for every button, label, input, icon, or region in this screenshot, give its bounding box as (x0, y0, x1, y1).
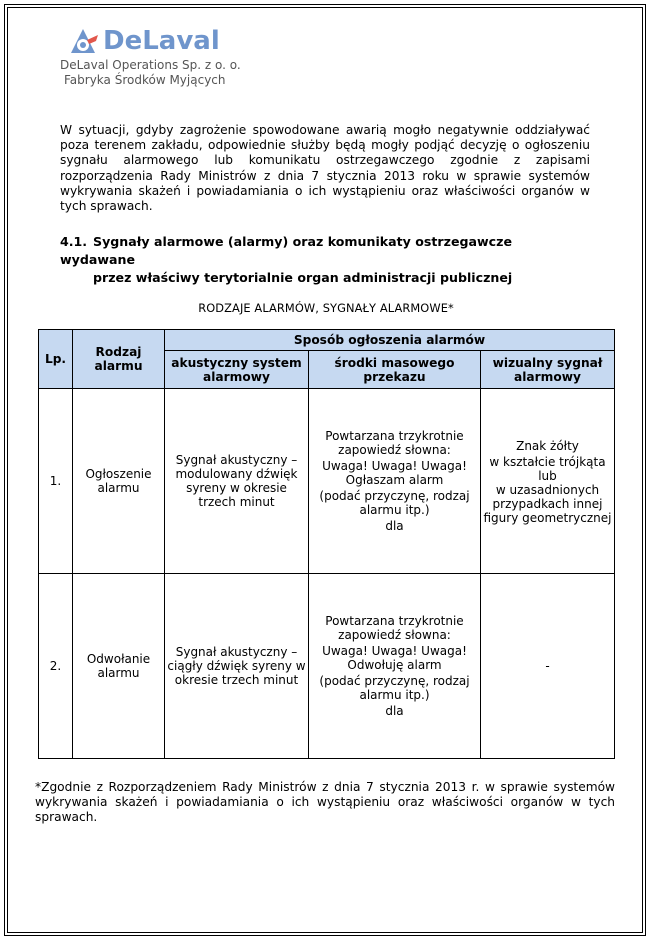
section-title-line2: przez właściwy terytorialnie organ administracji publicznej (93, 270, 513, 285)
cell-visual: - (481, 574, 615, 759)
section-number: 4.1. (60, 234, 88, 249)
company-division: Fabryka Środków Myjących (64, 73, 226, 87)
media-note: (podać przyczynę, rodzaj alarmu itp.) (319, 674, 470, 702)
media-note: (podać przyczynę, rodzaj alarmu itp.) (319, 489, 470, 517)
media-announcement: Uwaga! Uwaga! Uwaga! Ogłaszam alarm (322, 459, 467, 487)
visual-sign: Znak żółty (516, 439, 579, 453)
visual-shape: w kształcie trójkąta lub (489, 455, 606, 483)
cell-lp: 2. (39, 574, 73, 759)
section-heading (60, 233, 580, 287)
cell-alarm-type: Ogłoszenie alarmu (73, 389, 165, 574)
table-row (39, 574, 615, 759)
cell-lp: 1. (39, 389, 73, 574)
cell-acoustic: Sygnał akustyczny – modulowany dźwięk syreny w okresie trzech minut (165, 389, 309, 574)
section-title-line1: Sygnały alarmowe (alarmy) oraz komunikaty ostrzegawcze wydawane (60, 234, 512, 267)
cell-visual (481, 389, 615, 574)
company-logo (70, 28, 220, 54)
media-intro: Powtarzana trzykrotnie zapowiedź słowna: (325, 614, 464, 642)
cell-media (309, 389, 481, 574)
header-lp: Lp. (39, 330, 73, 389)
header-media: środki masowego przekazu (309, 351, 481, 389)
table-header-row (39, 330, 615, 351)
alarm-signals-table (38, 329, 615, 759)
header-announcement-method: Sposób ogłoszenia alarmów (165, 330, 615, 351)
media-for: dla (385, 704, 404, 718)
cell-media (309, 574, 481, 759)
delaval-logo-icon (70, 28, 100, 54)
header-acoustic: akustyczny system alarmowy (165, 351, 309, 389)
header-alarm-type: Rodzaj alarmu (73, 330, 165, 389)
logo-wordmark: DeLaval (103, 26, 220, 56)
header-visual: wizualny sygnał alarmowy (481, 351, 615, 389)
cell-acoustic: Sygnał akustyczny – ciągły dźwięk syreny w okresie trzech minut (165, 574, 309, 759)
footnote: *Zgodnie z Rozporządzeniem Rady Ministrów z dnia 7 stycznia 2013 r. w sprawie systemów wykrywania skażeń i powiadamiania o ich wystąpieniu oraz właściwości organów w tych sprawach. (35, 780, 615, 825)
cell-alarm-type: Odwołanie alarmu (73, 574, 165, 759)
media-for: dla (385, 519, 404, 533)
company-info (60, 58, 241, 88)
table-caption: RODZAJE ALARMÓW, SYGNAŁY ALARMOWE* (198, 301, 454, 315)
intro-paragraph: W sytuacji, gdyby zagrożenie spowodowane awarią mogło negatywnie oddziaływać poza terenem zakładu, odpowiednie służby będą mogły podjąć decyzję o ogłoszeniu sygnału alarmowego lub komunikatu ostrzegawczego zgodnie z zapisami rozporządzenia Rady Ministrów z dnia 7 stycznia 2013 roku w sprawie systemów wykrywania skażeń i powiadamiania o ich wystąpieniu oraz właściwości organów w tych sprawach. (60, 123, 590, 214)
visual-alternative: w uzasadnionych przypadkach innej figury geometrycznej (483, 483, 612, 525)
company-name: DeLaval Operations Sp. z o. o. (60, 58, 241, 72)
media-intro: Powtarzana trzykrotnie zapowiedź słowna: (325, 429, 464, 457)
table-row (39, 389, 615, 574)
media-announcement: Uwaga! Uwaga! Uwaga! Odwołuję alarm (322, 644, 467, 672)
